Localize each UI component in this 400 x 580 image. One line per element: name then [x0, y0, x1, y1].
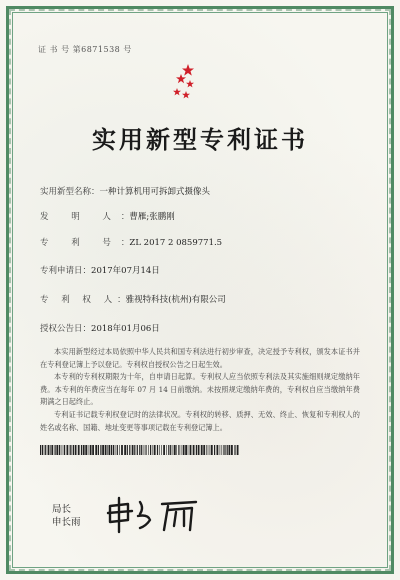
barcode-bar [113, 445, 114, 455]
barcode-bar [59, 445, 60, 455]
body-paragraph: 本实用新型经过本局依照中华人民共和国专利法进行初步审查，决定授予专利权，颁发本证书并在专利登记簿上予以登记。专利权自授权公告之日起生效。 [40, 347, 360, 369]
barcode-bar [229, 445, 231, 455]
barcode-bar [201, 445, 203, 455]
star-icon [182, 91, 190, 98]
barcode-bar [178, 445, 179, 455]
barcode-bar [214, 445, 215, 455]
inner-border [12, 12, 388, 568]
barcode-bar [153, 445, 154, 455]
barcode-bar [148, 445, 149, 455]
barcode-bar [92, 445, 94, 455]
barcode-bar [176, 445, 177, 455]
barcode-bar [154, 445, 156, 455]
patentee-row: 专 利 权 人：雅视特科技(杭州)有限公司 [40, 295, 226, 305]
field-value: 一种计算机用可拆卸式摄像头 [99, 187, 211, 197]
field-value: 2017年07月14日 [91, 266, 160, 276]
star-icon [173, 88, 181, 95]
barcode-bar [119, 445, 120, 455]
body-paragraph: 专利证书记载专利权登记时的法律状况。专利权的转移、质押、无效、终止、恢复和专利权人的姓名或名称、国籍、地址变更等事项记载在专利登记簿上。 [40, 409, 360, 432]
certificate-body-text [40, 346, 360, 434]
barcode-bar [166, 445, 167, 455]
barcode-bar [159, 445, 160, 455]
barcode-bar [109, 445, 111, 455]
barcode-bar [50, 445, 51, 455]
barcode-bar [45, 445, 46, 455]
barcode-bar [210, 445, 211, 455]
barcode-bar [163, 445, 165, 455]
barcode-bar [211, 445, 213, 455]
document-title: 实用新型专利证书 [92, 125, 308, 154]
star-icon [186, 80, 194, 87]
field-value: 曹雁;张鹏刚 [129, 212, 175, 222]
barcode-bar [234, 445, 235, 455]
barcode-bar [225, 445, 226, 455]
inventor-row: 发 明 人：曹雁;张鹏刚 [40, 212, 175, 222]
grant-date-row: 授权公告日：2018年01月06日 [40, 324, 160, 334]
barcode-bar [146, 445, 147, 455]
barcode-bar [145, 445, 146, 455]
barcode-bar [102, 445, 104, 455]
barcode-bar [231, 445, 233, 455]
barcode-bar [157, 445, 158, 455]
barcode-bar [185, 445, 187, 455]
barcode-bar [83, 445, 85, 455]
barcode-bar [170, 445, 171, 455]
barcode-bar [107, 445, 108, 455]
barcode-bar [217, 445, 219, 455]
barcode-bar [198, 445, 200, 455]
field-label: 专 利 号 [40, 238, 121, 248]
barcode-bar [63, 445, 64, 455]
barcode-bar [137, 445, 138, 455]
barcode-bar [73, 445, 74, 455]
barcode-bar [72, 445, 73, 455]
field-label: 专利申请日 [40, 266, 83, 276]
barcode-bar [48, 445, 50, 455]
barcode-bar [183, 445, 185, 455]
barcode-bar [117, 445, 118, 455]
barcode-bar [121, 445, 123, 455]
barcode-bar [56, 445, 58, 455]
barcode-bar [237, 445, 239, 455]
field-label: 发 明 人 [40, 212, 121, 222]
field-value: ZL 2017 2 0859771.5 [129, 238, 223, 248]
certificate-number: 证 书 号 第6871538 号 [38, 45, 132, 54]
barcode-bar [150, 445, 151, 455]
barcode-bar [44, 445, 45, 455]
director-role: 局长 [52, 504, 72, 515]
barcode-bar [105, 445, 107, 455]
barcode-bar [223, 445, 224, 455]
barcode-bar [81, 445, 82, 455]
barcode-bar [90, 445, 92, 455]
barcode-bar [85, 445, 87, 455]
barcode-bar [188, 445, 189, 455]
barcode-bar [88, 445, 89, 455]
barcode-bar [168, 445, 169, 455]
star-icon [182, 64, 194, 76]
red-stars-emblem [168, 62, 198, 102]
barcode-bar [235, 445, 236, 455]
barcode-bar [51, 445, 53, 455]
barcode-bar [208, 445, 209, 455]
barcode-bar [196, 445, 197, 455]
barcode-bar [134, 445, 135, 455]
barcode-bar [78, 445, 80, 455]
barcode-bar [190, 445, 192, 455]
barcode-bar [75, 445, 77, 455]
barcode-bar [55, 445, 56, 455]
body-paragraph: 本专利的专利权期限为十年，自申请日起算。专利权人应当依照专利法及其实施细则规定缴纳年费。本专利的年费应当在每年 07 月 14 日前缴纳。未按照规定缴纳年费的，专利权自应当缴纳年费期满之日起终止。 [40, 372, 360, 407]
barcode-bar [115, 445, 116, 455]
barcode-bar [174, 445, 176, 455]
barcode-bar [193, 445, 195, 455]
barcode-bar [70, 445, 71, 455]
barcode-bar [141, 445, 142, 455]
barcode-bar [95, 445, 97, 455]
barcode-bar [227, 445, 228, 455]
director-title [52, 503, 81, 529]
field-label: 授权公告日 [40, 324, 83, 334]
barcode-bar [161, 445, 162, 455]
field-label: 专 利 权 人 [40, 295, 118, 305]
barcode-bar [222, 445, 223, 455]
patent-number-row: 专 利 号：ZL 2017 2 0859771.5 [40, 238, 223, 248]
barcode [40, 445, 240, 455]
barcode-bar [100, 445, 101, 455]
barcode-bar [42, 445, 43, 455]
barcode-bar [139, 445, 140, 455]
utility-model-name-row: 实用新型名称：一种计算机用可拆卸式摄像头 [40, 187, 211, 197]
barcode-bar [181, 445, 182, 455]
barcode-bar [132, 445, 134, 455]
barcode-bar [64, 445, 65, 455]
field-label: 实用新型名称 [40, 187, 92, 197]
barcode-bar [144, 445, 145, 455]
barcode-bar [129, 445, 130, 455]
barcode-bar [173, 445, 174, 455]
handwritten-signature [104, 496, 204, 534]
barcode-bar [127, 445, 128, 455]
barcode-bar [40, 445, 41, 455]
barcode-bar [220, 445, 221, 455]
barcode-bar [124, 445, 126, 455]
barcode-bar [203, 445, 205, 455]
barcode-bar [67, 445, 69, 455]
barcode-bar [61, 445, 62, 455]
field-value: 雅视特科技(杭州)有限公司 [125, 295, 226, 305]
barcode-bar [206, 445, 207, 455]
field-value: 2018年01月06日 [91, 324, 160, 334]
filing-date-row: 专利申请日：2017年07月14日 [40, 266, 160, 276]
barcode-bar [98, 445, 99, 455]
barcode-bar [111, 445, 112, 455]
director-name: 申长雨 [52, 517, 81, 528]
